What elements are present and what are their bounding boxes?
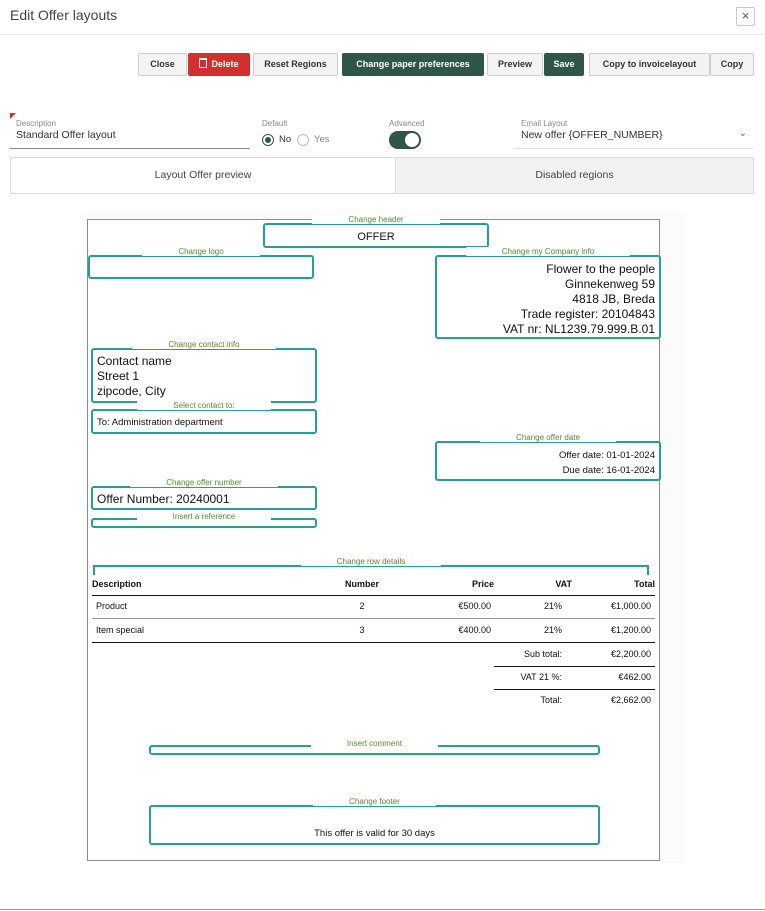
copy-to-invoicelayout-button[interactable]: Copy to invoicelayout [589,53,710,76]
region-header-label: Change header [312,215,439,224]
items-table [92,579,655,709]
table-bottom-divider [92,642,655,643]
row1-description: Product [96,601,128,611]
company-info [503,262,655,337]
region-reference[interactable] [91,512,317,528]
delete-label: Delete [211,59,239,69]
footer-text: This offer is valid for 30 days [314,828,435,839]
advanced-label: Advanced [389,119,425,128]
region-contact-info[interactable] [91,340,317,403]
vat-label: VAT 21 %: [520,672,562,682]
chevron-down-icon: ⌄ [738,128,747,139]
preview-button[interactable]: Preview [487,53,543,76]
save-button[interactable]: Save [544,53,584,76]
company-trade-register: Trade register: 20104843 [520,307,655,321]
header-divider [92,595,655,596]
region-offer-number[interactable] [91,478,317,510]
description-input[interactable]: Standard Offer layout [10,127,250,149]
delete-button[interactable] [188,53,250,76]
region-select-contact[interactable] [91,401,317,434]
default-no-radio[interactable] [262,134,274,146]
region-offer-date-label: Change offer date [480,433,616,442]
col-vat: VAT [555,579,572,589]
region-select-contact-label: Select contact to: [137,401,270,410]
close-icon[interactable]: × [736,7,755,26]
email-layout-value: New offer {OFFER_NUMBER} [521,129,663,141]
contact-info [97,354,172,399]
total-value: €2,662.00 [610,695,651,705]
region-offer-date[interactable] [435,433,661,481]
paper-preview [87,215,660,861]
contact-street: Street 1 [97,369,140,383]
default-yes-radio[interactable] [297,134,309,146]
change-paper-preferences-button[interactable]: Change paper preferences [342,53,484,76]
contact-city: zipcode, City [97,384,166,398]
default-label: Default [262,119,288,128]
title-bar [0,0,765,35]
vat-value: €462.00 [618,672,651,682]
company-city: 4818 JB, Breda [572,292,655,306]
region-footer[interactable] [149,797,600,845]
copy-button[interactable]: Copy [710,53,754,76]
row1-price: €500.00 [458,601,491,611]
region-logo-label: Change logo [142,247,259,256]
default-no-label: No [279,134,292,145]
subtotal-value: €2,200.00 [610,649,651,659]
dialog-title: Edit Offer layouts [10,7,118,23]
total-label: Total: [540,695,562,705]
region-offer-number-label: Change offer number [130,478,277,487]
col-number: Number [344,579,379,589]
region-comment-label: Insert comment [311,739,438,748]
row1-vat: 21% [543,601,562,611]
row2-description: Item special [96,625,145,635]
contact-to: To: Administration department [97,417,223,428]
close-button[interactable]: Close [138,53,187,76]
col-description: Description [92,579,142,589]
contact-name: Contact name [97,354,172,368]
vat-divider [494,689,655,690]
region-reference-label: Insert a reference [137,512,272,521]
col-price: Price [471,579,494,589]
row2-vat: 21% [543,625,562,635]
trash-icon [199,58,207,68]
tab-disabled-regions[interactable]: Disabled regions [395,158,753,193]
row2-price: €400.00 [458,625,491,635]
email-layout-select[interactable] [513,126,753,149]
email-layout-label: Email Layout [521,119,568,128]
row1-total: €1,000.00 [610,601,651,611]
document-title: OFFER [357,231,395,243]
tab-bar [10,157,754,194]
row2-number: 3 [359,625,365,635]
tab-layout-preview[interactable]: Layout Offer preview [11,158,395,193]
region-row-details[interactable] [93,557,649,575]
region-company-info[interactable] [435,247,661,339]
region-company-label: Change my Company info [466,247,631,256]
offer-number: Offer Number: 20240001 [97,492,230,506]
row1-number: 2 [359,601,365,611]
reset-regions-button[interactable]: Reset Regions [253,53,338,76]
col-total: Total [634,579,655,589]
region-comment[interactable] [149,739,600,755]
region-header[interactable] [263,215,489,248]
company-vat: VAT nr: NL1239.79.999.B.01 [502,322,655,336]
bottom-divider [0,909,765,910]
due-date: Due date: 16-01-2024 [562,465,655,476]
company-street: Ginnekenweg 59 [564,277,655,291]
subtotal-divider [494,666,655,667]
region-contact-label: Change contact info [132,340,275,349]
region-logo[interactable] [88,247,314,279]
subtotal-label: Sub total: [523,649,562,659]
region-footer-label: Change footer [313,797,436,806]
description-label: Description [16,119,57,128]
offer-dates [559,448,655,478]
default-yes-label: Yes [314,134,330,145]
advanced-toggle[interactable] [389,131,421,149]
row2-total: €1,200.00 [610,625,651,635]
offer-date: Offer date: 01-01-2024 [559,450,655,461]
region-row-details-label: Change row details [301,557,441,566]
company-name: Flower to the people [546,262,655,276]
row-divider [92,618,655,619]
